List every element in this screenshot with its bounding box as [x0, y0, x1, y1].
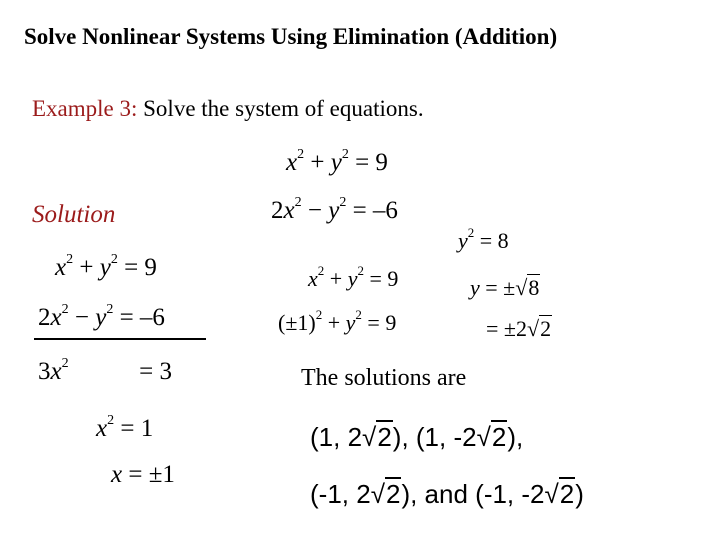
example-text: Solve the system of equations.	[143, 96, 424, 121]
solution-pair-3: (-1, 2√2),	[310, 479, 425, 509]
example-prompt	[32, 96, 424, 122]
y-solution-row-1: $y^2 = 8$	[458, 225, 509, 253]
system-equation-2: $2x^2 - y^2 = -6$	[271, 195, 398, 224]
substitution-row-1: $x^2 + y^2 = 9$	[308, 263, 399, 291]
page-title: Solve Nonlinear Systems Using Elimination (Addition)	[24, 24, 558, 49]
and-word: and	[424, 479, 476, 509]
sqrt-symbol: √2	[544, 479, 575, 509]
solution-pair-4: (-1, -2√2)	[475, 479, 584, 509]
sqrt-symbol: √2	[370, 479, 401, 509]
sqrt-symbol: √2	[526, 316, 552, 341]
sqrt-symbol: √2	[476, 422, 507, 452]
elimination-row-2: $2x^2 - y^2 = -6$	[38, 302, 165, 331]
sqrt-symbol: √2	[362, 422, 392, 452]
solutions-label: The solutions are	[301, 365, 467, 391]
solution-label: Solution	[32, 201, 116, 228]
answers-line-2	[310, 479, 584, 510]
elimination-step-2: x = ±1	[111, 461, 175, 488]
y-solution-row-2: y = ±√8	[470, 275, 540, 300]
solution-pair-1: (1, 2√2),	[310, 422, 416, 452]
sqrt-symbol: √8	[515, 275, 540, 300]
elimination-sum: $3x^2 = 3$	[38, 356, 172, 385]
addition-rule-line	[34, 338, 206, 340]
y-solution-row-3: = ±2√2	[486, 316, 552, 341]
elimination-step-1: $x^2 = 1$	[96, 413, 154, 442]
substitution-row-2: $(\pm 1)^2 + y^2 = 9$	[278, 307, 397, 335]
example-label: Example 3:	[32, 96, 138, 121]
elimination-row-1: $x^2 + y^2 = 9$	[55, 252, 157, 281]
system-equation-1: $x^2 + y^2 = 9$	[286, 147, 388, 176]
solution-pair-2: (1, -2√2),	[415, 422, 524, 452]
answers-line-1	[310, 422, 523, 453]
